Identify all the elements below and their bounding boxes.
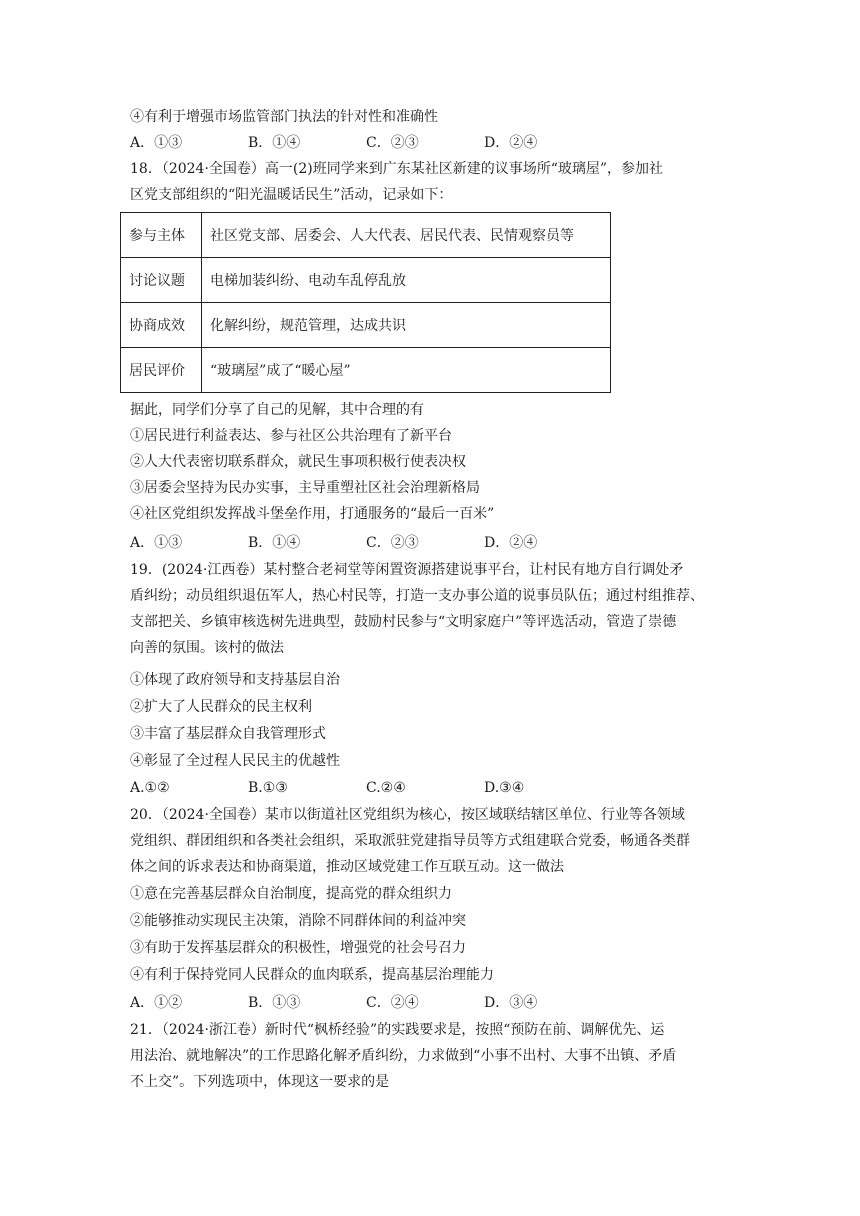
question-18-stem: 18．（2024·全国卷）高一(2)班同学来到广东某社区新建的议事场所“玻璃屋”，参加社 (130, 161, 664, 177)
question-18-stem-cont: 区党支部组织的“阳光温暖话民生”活动，记录如下： (130, 187, 453, 203)
statement: ③有助于发挥基层群众的积极性，增强党的社会号召力 (130, 940, 466, 956)
question-18-prompt: 据此，同学们分享了自己的见解，其中合理的有 (130, 402, 424, 418)
statement: ②能够推动实现民主决策，消除不同群体间的利益冲突 (130, 913, 466, 929)
option-a: A．①② (130, 995, 183, 1011)
table-row (121, 258, 611, 303)
activity-record-table (120, 212, 611, 393)
statement: ④有利于保持党同人民群众的血肉联系，提高基层治理能力 (130, 967, 494, 983)
option-b: B．①④ (248, 135, 301, 151)
statement: ①意在完善基层群众自治制度，提高党的群众组织力 (130, 886, 452, 902)
option-c: C．②③ (366, 135, 419, 151)
table-key: 协商成效 (121, 303, 202, 348)
statement: ③居委会坚持为民办实事，主导重塑社区社会治理新格局 (130, 480, 480, 496)
option-d: D．②④ (484, 135, 538, 151)
option-d: D．③④ (484, 995, 538, 1011)
table-key: 参与主体 (121, 213, 202, 258)
option-a: A．①③ (130, 135, 183, 151)
option-b: B．①④ (248, 535, 301, 551)
option-c: C.②④ (366, 780, 406, 796)
statement: ②扩大了人民群众的民主权利 (130, 699, 312, 715)
table-key: 居民评价 (121, 348, 202, 393)
statement: ④社区党组织发挥战斗堡垒作用，打通服务的“最后一百米” (130, 506, 495, 522)
question-21-stem-cont: 用法治、就地解决”的工作思路化解矛盾纠纷，力求做到“小事不出村、大事不出镇、矛盾 (130, 1048, 677, 1064)
question-21-prompt: 不上交”。下列选项中，体现这一要求的是 (130, 1074, 390, 1090)
option-a: A.①② (130, 780, 170, 796)
table-value: 电梯加装纠纷、电动车乱停乱放 (202, 258, 611, 303)
table-row (121, 213, 611, 258)
option-d: D.③④ (484, 780, 525, 796)
table-row (121, 348, 611, 393)
question-20-stem: 20．（2024·全国卷）某市以街道社区党组织为核心，按区域联结辖区单位、行业等各领域 (130, 807, 685, 823)
statement: ①体现了政府领导和支持基层自治 (130, 672, 340, 688)
question-19-stem-cont: 支部把关、乡镇审核选树先进典型，鼓励村民参与“文明家庭户”等评选活动，管造了崇德 (130, 614, 677, 630)
option-b: B．①③ (248, 995, 301, 1011)
table-value: “玻璃屋”成了“暖心屋” (202, 348, 611, 393)
question-21-stem: 21．（2024·浙江卷）新时代“枫桥经验”的实践要求是，按照“预防在前、调解优先、运 (130, 1022, 665, 1038)
statement: ②人大代表密切联系群众，就民生事项积极行使表决权 (130, 454, 466, 470)
table-key: 讨论议题 (121, 258, 202, 303)
option-statement-4: ④有利于增强市场监管部门执法的针对性和准确性 (130, 109, 438, 125)
statement: ③丰富了基层群众自我管理形式 (130, 726, 326, 742)
option-b: B.①③ (248, 780, 288, 796)
option-c: C．②③ (366, 535, 419, 551)
question-20-stem-cont: 党组织、群团组织和各类社会组织，采取派驻党建指导员等方式组建联合党委，畅通各类群 (130, 833, 690, 849)
table-value: 化解纠纷，规范管理，达成共识 (202, 303, 611, 348)
option-d: D．②④ (484, 535, 538, 551)
option-c: C．②④ (366, 995, 419, 1011)
statement: ④彰显了全过程人民民主的优越性 (130, 753, 340, 769)
statement: ①居民进行利益表达、参与社区公共治理有了新平台 (130, 428, 452, 444)
question-19-stem-cont: 盾纠纷；动员组织退伍军人，热心村民等，打造一支办事公道的说事员队伍；通过村组推荐、 (130, 588, 704, 604)
question-19-stem: 19．(2024·江西卷）某村整合老祠堂等闲置资源搭建说事平台，让村民有地方自行调处矛 (130, 562, 684, 578)
option-a: A．①③ (130, 535, 183, 551)
table-value: 社区党支部、居委会、人大代表、居民代表、民情观察员等 (202, 213, 611, 258)
table-row (121, 303, 611, 348)
question-19-prompt: 向善的氛围。该村的做法 (130, 640, 284, 656)
question-20-prompt: 体之间的诉求表达和协商渠道，推动区域党建工作互联互动。这一做法 (130, 859, 564, 875)
